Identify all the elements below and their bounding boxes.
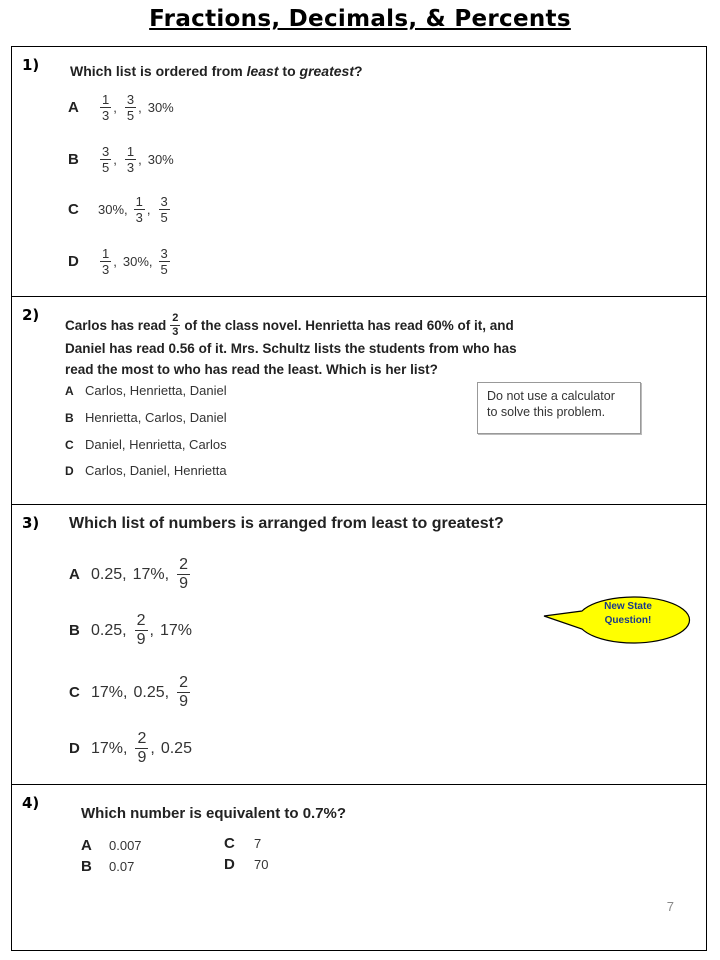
option-a[interactable]: A 0.007 — [81, 837, 142, 854]
question-1-box — [11, 46, 707, 296]
option-a[interactable]: A Carlos, Henrietta, Daniel — [65, 383, 227, 398]
fraction: $\frac{2}{9}$ — [136, 612, 146, 648]
calculator-note: Do not use a calculator to solve this problem. — [477, 382, 641, 434]
question-text: Which number is equivalent to 0.7%? — [81, 805, 347, 822]
option-d[interactable]: D 70 — [224, 856, 269, 873]
option-b[interactable]: B 0.25, $\frac{2}{9}$ , 17% — [69, 612, 192, 648]
option-d[interactable]: D 17%, $\frac{2}{9}$ , 0.25 — [69, 730, 192, 766]
fraction: $\frac{2}{9}$ — [179, 556, 188, 592]
question-number: 4) — [22, 794, 40, 812]
new-question-callout — [542, 595, 692, 645]
option-c[interactable]: C Daniel, Henrietta, Carlos — [65, 437, 227, 452]
fraction: $\frac{2}{9}$ — [137, 730, 147, 766]
option-c[interactable]: C 17%, 0.25, $\frac{2}{9}$ — [69, 674, 188, 710]
fraction: $\frac{3}{5}$ — [160, 246, 168, 277]
option-c[interactable]: C 7 — [224, 835, 262, 852]
fraction: $\frac{3}{5}$ — [160, 194, 168, 225]
fraction: $\frac{1}{3}$ — [135, 194, 143, 225]
question-text: Which list of numbers is arranged from least to greatest? — [69, 515, 504, 532]
fraction: $\frac{2}{3}$ — [172, 312, 179, 338]
question-number: 2) — [22, 306, 40, 324]
callout-text: New State Question! — [604, 601, 652, 626]
question-text: Carlos has read $\frac{2}{3}$ of the class novel. Henrietta has read 60% of it, and Daniel has read 0.56 of it. Mrs. Schultz lists the students from who has read the most to who has read the least. Which is her list? — [65, 312, 517, 377]
question-4-box — [11, 784, 707, 950]
option-d[interactable]: D Carlos, Daniel, Henrietta — [65, 463, 227, 478]
option-b[interactable]: B $\frac{3}{5}$ , $\frac{1}{3}$ , 30% — [68, 144, 174, 175]
fraction: $\frac{1}{3}$ — [102, 246, 110, 277]
option-a[interactable]: A $\frac{1}{3}$ , $\frac{3}{5}$ , 30% — [68, 92, 174, 123]
option-c[interactable]: C 30%, $\frac{1}{3}$ , $\frac{3}{5}$ — [68, 194, 168, 225]
fraction: $\frac{3}{5}$ — [102, 144, 110, 175]
page-number: 7 — [666, 899, 674, 914]
question-text: Which list is ordered from least to greatest? — [70, 63, 363, 79]
option-b[interactable]: B 0.07 — [81, 858, 135, 875]
question-3-box — [11, 504, 707, 784]
option-a[interactable]: A 0.25, 17%, $\frac{2}{9}$ — [69, 556, 188, 592]
question-2-box — [11, 296, 707, 504]
option-b[interactable]: B Henrietta, Carlos, Daniel — [65, 410, 227, 425]
page-title: Fractions, Decimals, & Percents — [149, 6, 571, 32]
option-d[interactable]: D $\frac{1}{3}$ , 30%, $\frac{3}{5}$ — [68, 246, 168, 277]
frame-bottom-border — [11, 950, 707, 951]
question-number: 1) — [22, 56, 40, 74]
fraction: $\frac{1}{3}$ — [102, 92, 110, 123]
fraction: $\frac{1}{3}$ — [126, 144, 135, 175]
fraction: $\frac{2}{9}$ — [179, 674, 188, 710]
question-number: 3) — [22, 514, 40, 532]
fraction: $\frac{3}{5}$ — [126, 92, 135, 123]
